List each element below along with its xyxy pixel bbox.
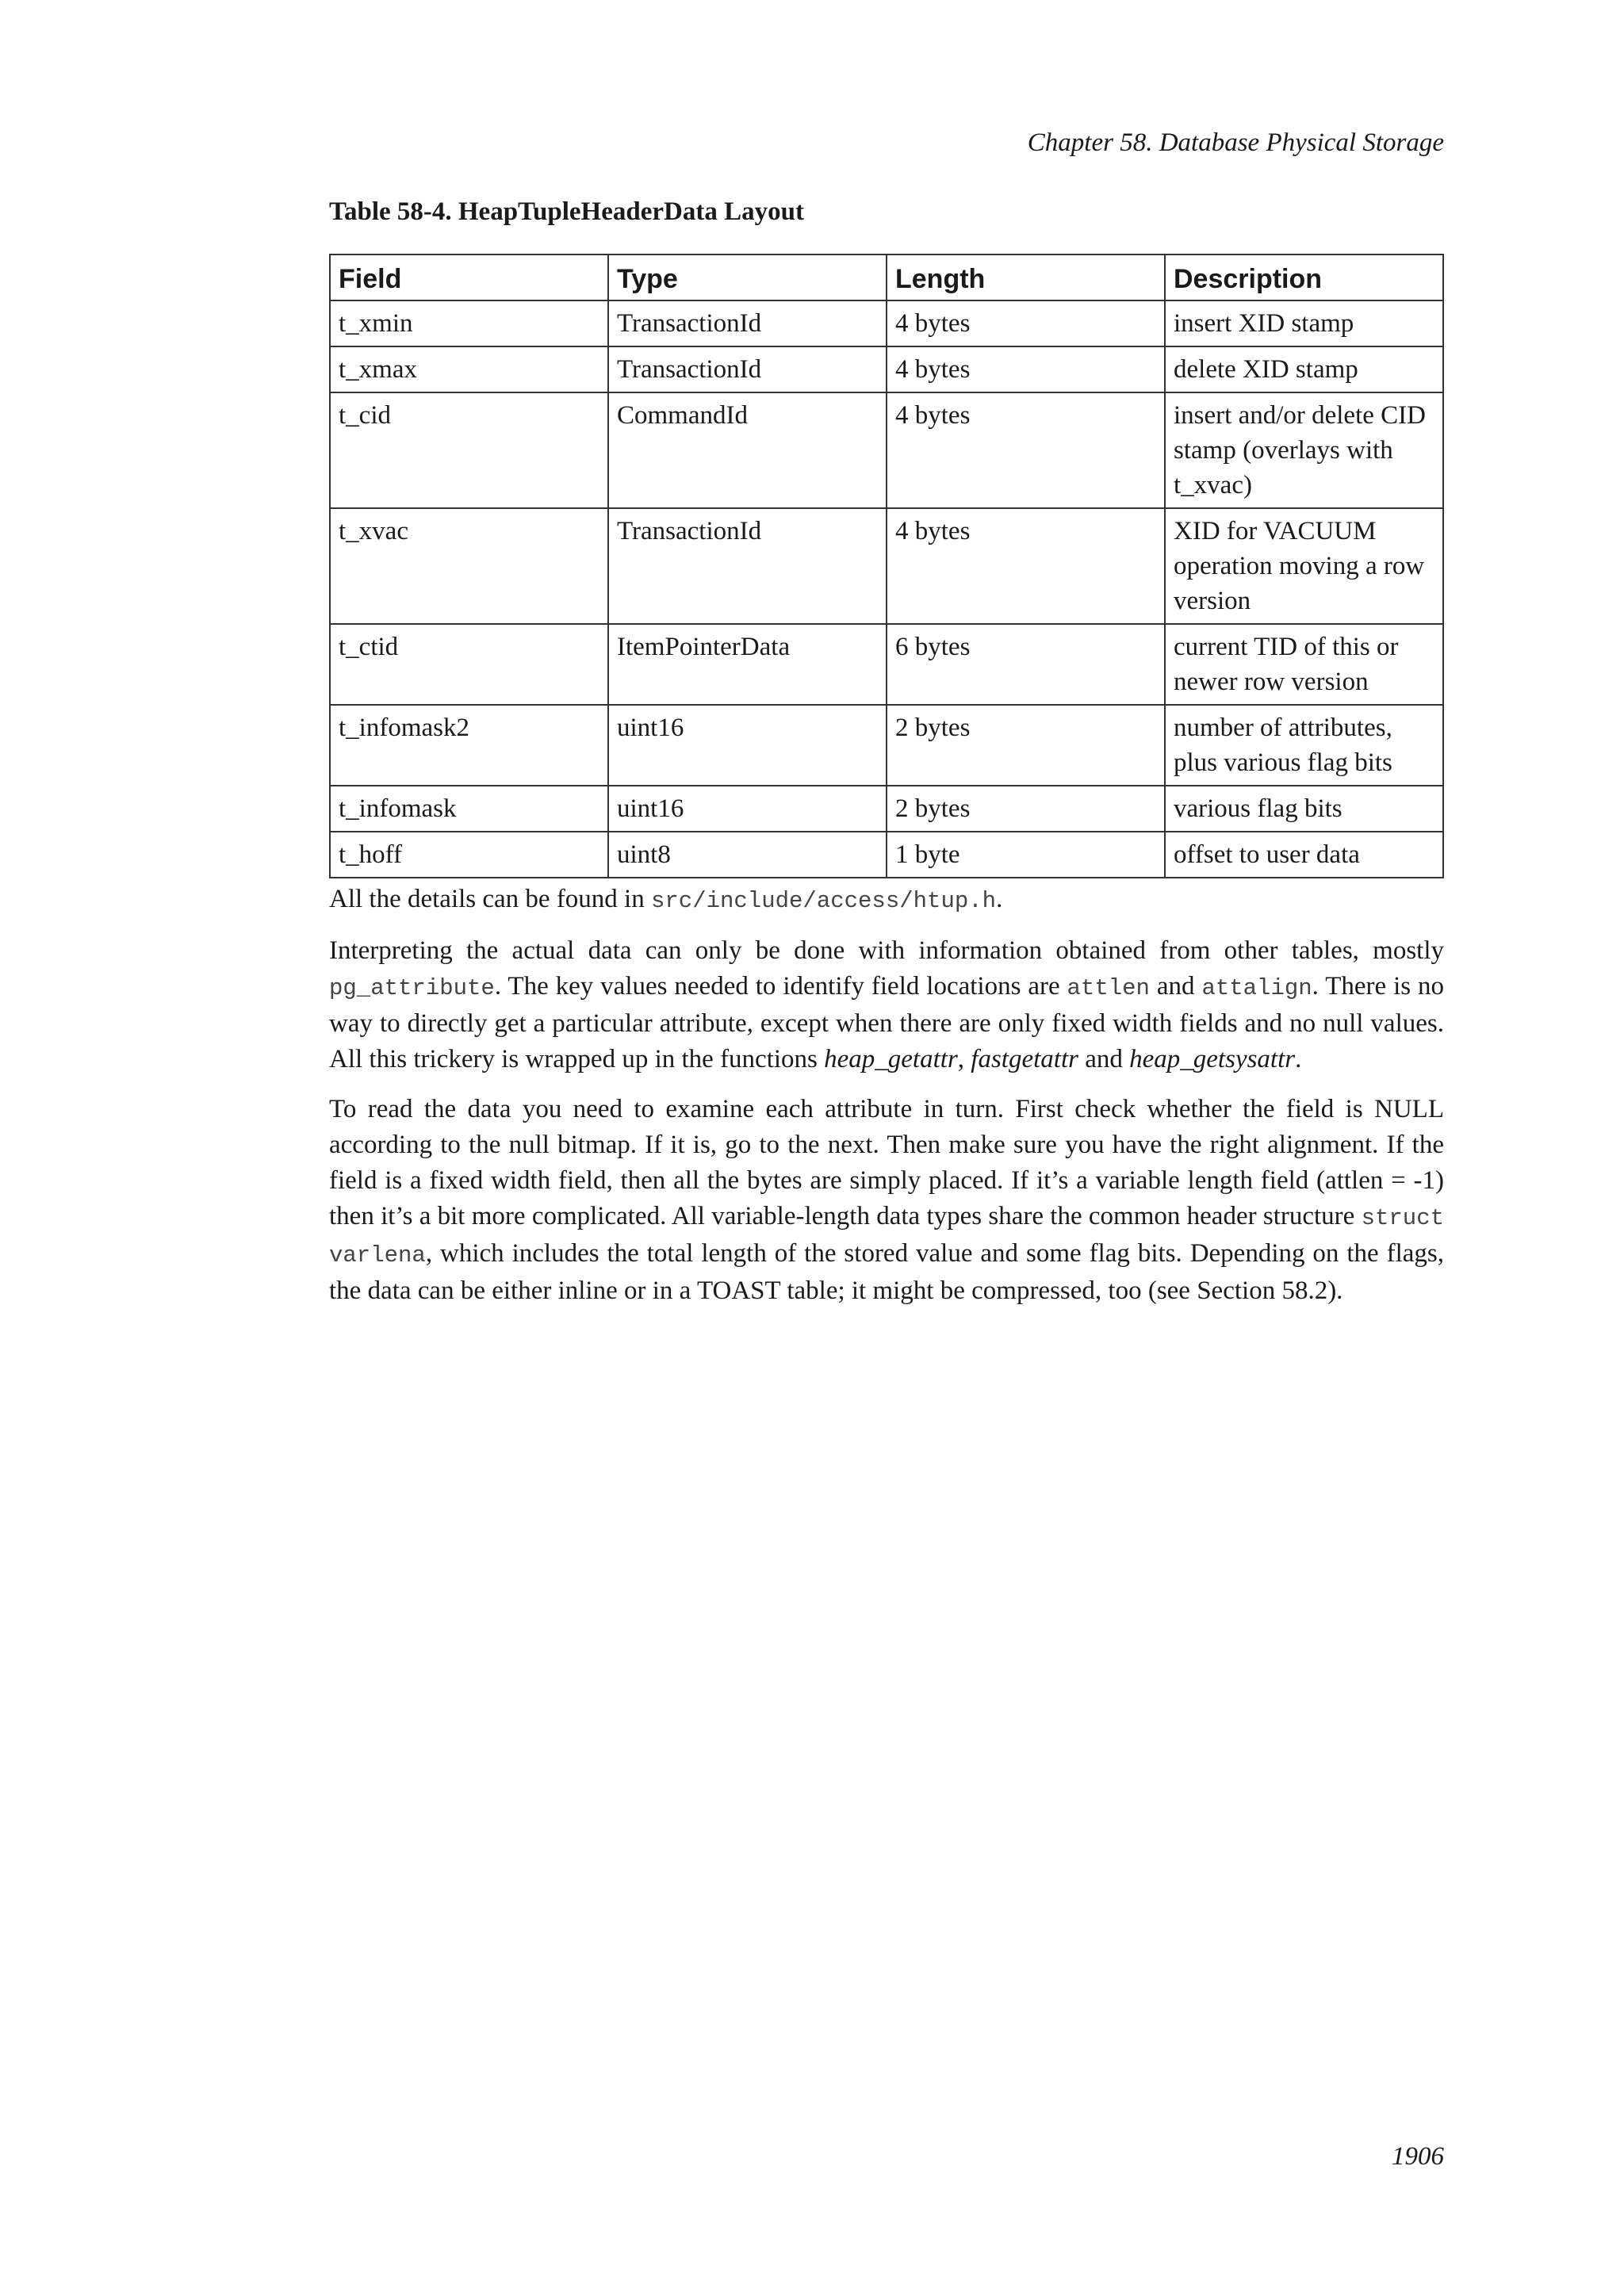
table-header-row — [330, 254, 1443, 300]
code-path: src/include/access/htup.h — [650, 888, 997, 914]
page-number: 1906 — [1392, 2142, 1444, 2171]
cell-description: delete XID stamp — [1165, 346, 1443, 392]
cell-description: insert XID stamp — [1165, 300, 1443, 346]
table-row — [330, 300, 1443, 346]
cell-field: t_hoff — [330, 832, 608, 878]
cell-type: TransactionId — [608, 300, 887, 346]
cell-field: t_ctid — [330, 624, 608, 705]
running-header: Chapter 58. Database Physical Storage — [1027, 128, 1444, 157]
cell-description: current TID of this or newer row version — [1165, 624, 1443, 705]
column-header-description: Description — [1165, 254, 1443, 300]
cell-field: t_xvac — [330, 508, 608, 624]
table-row — [330, 705, 1443, 786]
cell-description: XID for VACUUM operation moving a row version — [1165, 508, 1443, 624]
function-fastgetattr: fastgetattr — [971, 1045, 1078, 1073]
heap-tuple-header-table — [329, 254, 1444, 878]
cell-type: uint16 — [608, 705, 887, 786]
cell-field: t_xmin — [330, 300, 608, 346]
code-struct-varlena: struct varlena — [329, 1205, 1444, 1269]
cell-type: uint16 — [608, 786, 887, 832]
paragraph-details-location: All the details can be found in src/include/access/htup.h. — [329, 885, 1003, 914]
cell-description: number of attributes, plus various flag bits — [1165, 705, 1443, 786]
cell-field: t_infomask2 — [330, 705, 608, 786]
column-header-type: Type — [608, 254, 887, 300]
cell-length: 4 bytes — [887, 300, 1165, 346]
cell-type: TransactionId — [608, 346, 887, 392]
table-row — [330, 392, 1443, 508]
column-header-field: Field — [330, 254, 608, 300]
table-row — [330, 786, 1443, 832]
code-attlen: attlen — [1067, 975, 1150, 1001]
cell-type: ItemPointerData — [608, 624, 887, 705]
cell-length: 4 bytes — [887, 392, 1165, 508]
cell-type: CommandId — [608, 392, 887, 508]
cell-length: 4 bytes — [887, 508, 1165, 624]
code-pg-attribute: pg_attribute — [329, 975, 495, 1001]
function-heap-getattr: heap_getattr — [824, 1045, 958, 1073]
cell-length: 4 bytes — [887, 346, 1165, 392]
cell-length: 2 bytes — [887, 705, 1165, 786]
cell-field: t_xmax — [330, 346, 608, 392]
cell-field: t_cid — [330, 392, 608, 508]
table-caption: Table 58-4. HeapTupleHeaderData Layout — [329, 197, 804, 226]
cell-type: TransactionId — [608, 508, 887, 624]
cell-description: various flag bits — [1165, 786, 1443, 832]
paragraph-reading-data: To read the data you need to examine each attribute in turn. First check whether the field is NULL according to the null bitmap. If it is, go to the next. Then make sure you have the right alignment. If the field is a fixed width field, then all the bytes are simply placed. If it’s a variable length field (attlen = -1) then it’s a bit more complicated. All variable-length data types share the common header structure struct varlena, which includes the total length of the stored value and some flag bits. Depending on the flags, the data can be either inline or in a TOAST table; it might be compressed, too (see Section 58.2). — [329, 1095, 1444, 1305]
cell-length: 2 bytes — [887, 786, 1165, 832]
function-heap-getsysattr: heap_getsysattr — [1129, 1045, 1296, 1073]
table-row — [330, 508, 1443, 624]
paragraph-interpreting-data: Interpreting the actual data can only be done with information obtained from other tables, mostly pg_attribute. The key values needed to identify field locations are attlen and attalign. There is no way to directly get a particular attribute, except when there are only fixed width fields and no null values. All this trickery is wrapped up in the functions heap_getattr, fastgetattr and heap_getsysattr. — [329, 936, 1445, 1073]
body-text — [329, 882, 1444, 1323]
cell-type: uint8 — [608, 832, 887, 878]
cell-length: 1 byte — [887, 832, 1165, 878]
cell-description: offset to user data — [1165, 832, 1443, 878]
cell-description: insert and/or delete CID stamp (overlays with t_xvac) — [1165, 392, 1443, 508]
table-row — [330, 832, 1443, 878]
table-row — [330, 624, 1443, 705]
cell-length: 6 bytes — [887, 624, 1165, 705]
cell-field: t_infomask — [330, 786, 608, 832]
code-attalign: attalign — [1201, 975, 1312, 1001]
table-row — [330, 346, 1443, 392]
column-header-length: Length — [887, 254, 1165, 300]
